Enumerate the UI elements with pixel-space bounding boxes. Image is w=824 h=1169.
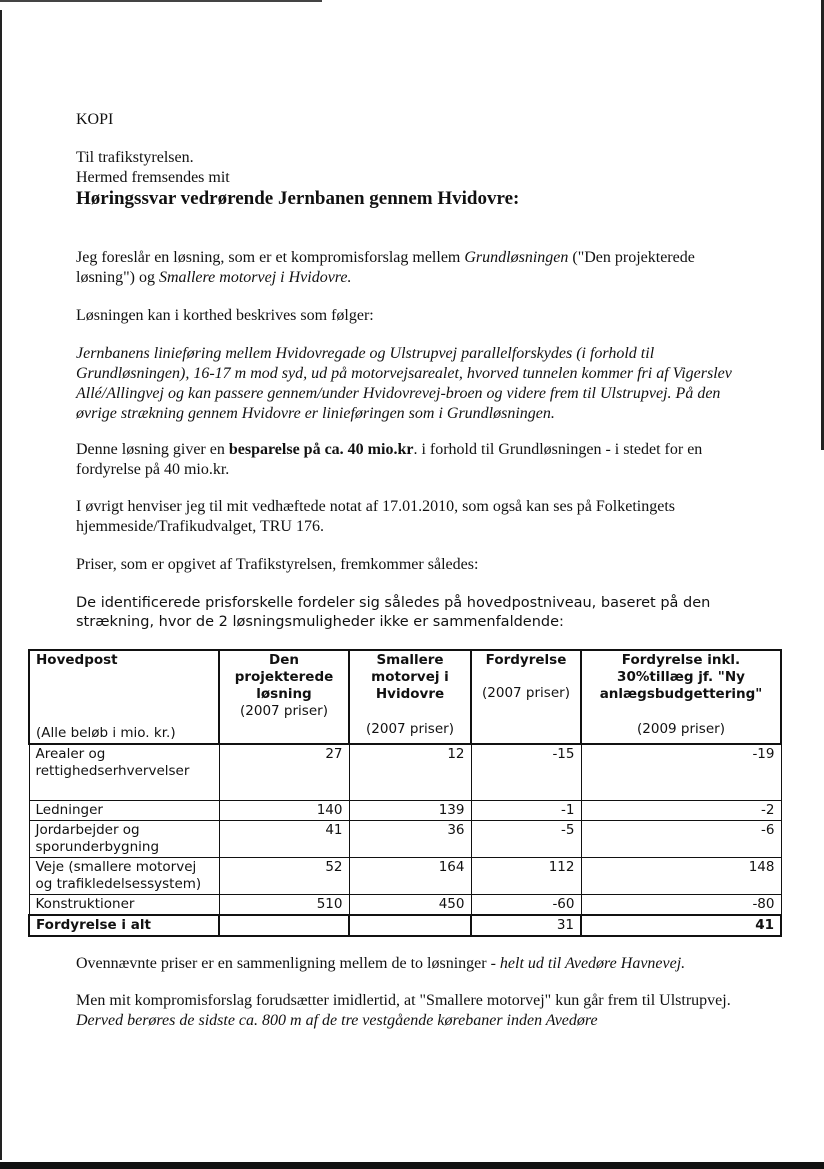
paragraph-description-intro: Løsningen kan i korthed beskrives som følger: (76, 307, 374, 324)
cell-increase: -1 (471, 800, 581, 820)
cell-increase: 31 (471, 915, 581, 936)
cell-increase-2009: 41 (581, 915, 781, 936)
document-title: Høringssvar vedrørende Jernbanen gennem Hvidovre: (76, 188, 520, 209)
row-label: Jordarbejder og sporunderbygning (29, 820, 219, 857)
cell-increase: -60 (471, 894, 581, 915)
cell-narrower (349, 915, 471, 936)
cell-increase-2009: -2 (581, 800, 781, 820)
paragraph-prices-intro: Priser, som er opgivet af Trafikstyrelsen, fremkommer således: (76, 556, 479, 573)
row-label: Ledninger (29, 800, 219, 820)
row-label: Veje (smallere motorvej og trafikledelsessystem) (29, 857, 219, 894)
cell-narrower: 12 (349, 744, 471, 800)
recipient-line: Til trafikstyrelsen. (76, 149, 194, 166)
paragraph-compromise: Men mit kompromisforslag forudsætter imidlertid, at "Smallere motorvej" kun går frem til Ulstrupvej. Derved berøres de sidste ca. 800 m af de tre vestgående kørebaner inden Avedøre (76, 992, 731, 1029)
table-row (29, 800, 781, 820)
paragraph-comparison-note: Ovennævnte priser er en sammenligning mellem de to løsninger - helt ud til Avedøre Havnevej. (76, 955, 686, 972)
price-comparison-table (28, 649, 782, 937)
cell-increase-2009: -19 (581, 744, 781, 800)
cell-projected: 52 (219, 857, 349, 894)
paragraph-savings: Denne løsning giver en besparelse på ca. 40 mio.kr. i forhold til Grundløsningen - i stedet for en fordyrelse på 40 mio.kr. (76, 441, 703, 478)
cell-projected: 140 (219, 800, 349, 820)
cell-narrower: 164 (349, 857, 471, 894)
table-row (29, 820, 781, 857)
scan-edge-top (0, 0, 322, 2)
header-projected-solution: Den projekterede løsning (2007 priser) (219, 650, 349, 744)
cell-projected: 41 (219, 820, 349, 857)
scan-edge-bottom (0, 1162, 824, 1169)
header-narrower-motorway: Smallere motorvej i Hvidovre (2007 priser) (349, 650, 471, 744)
cell-projected: 510 (219, 894, 349, 915)
paragraph-reference: I øvrigt henviser jeg til mit vedhæftede notat af 17.01.2010, som også kan ses på Folketingets hjemmeside/Trafikudvalget, TRU 176. (76, 498, 676, 535)
sent-line: Hermed fremsendes mit (76, 169, 230, 186)
cell-increase: -15 (471, 744, 581, 800)
cell-projected: 27 (219, 744, 349, 800)
row-label: Fordyrelse i alt (29, 915, 219, 936)
paragraph-proposal: Jeg foreslår en løsning, som er et kompromisforslag mellem Grundløsningen ("Den projekterede løsning") og Smallere motorvej i Hvidovre. (76, 249, 695, 286)
cell-narrower: 450 (349, 894, 471, 915)
cell-projected (219, 915, 349, 936)
cell-increase-2009: 148 (581, 857, 781, 894)
table-row (29, 894, 781, 915)
cell-increase: 112 (471, 857, 581, 894)
kopi-label: KOPI (76, 111, 114, 128)
cell-increase-2009: -80 (581, 894, 781, 915)
header-main-item: Hovedpost (Alle beløb i mio. kr.) (29, 650, 219, 744)
cell-narrower: 36 (349, 820, 471, 857)
table-row (29, 857, 781, 894)
cell-narrower: 139 (349, 800, 471, 820)
cell-increase: -5 (471, 820, 581, 857)
header-cost-increase: Fordyrelse (2007 priser) (471, 650, 581, 744)
header-cost-increase-2009: Fordyrelse inkl. 30%tillæg jf. "Ny anlægsbudgettering" (2009 priser) (581, 650, 781, 744)
scan-edge-left (0, 10, 2, 1160)
cell-increase-2009: -6 (581, 820, 781, 857)
row-label: Konstruktioner (29, 894, 219, 915)
paragraph-route-description: Jernbanens linieføring mellem Hvidovregade og Ulstrupvej parallelforskydes (i forhold til Grundløsningen), 16-17 m mod syd, ud på motorvejsarealet, hvorved tunnelen kommer fri af Vigerslev Allé/Allingvej og kan passere gennem/under Hvidovrevej-broen og videre frem til Ulstrupvej. På den øvrige strækning gennem Hvidovre er linieføringen som i Grundløsningen. (76, 345, 732, 422)
table-row (29, 744, 781, 800)
table-row-total (29, 915, 781, 936)
row-label: Arealer og rettighedserhvervelser (29, 744, 219, 800)
paragraph-price-differences: De identificerede prisforskelle fordeler sig således på hovedpostniveau, baseret på den strækning, hvor de 2 løsningsmuligheder ikke er sammenfaldende: (76, 595, 711, 630)
